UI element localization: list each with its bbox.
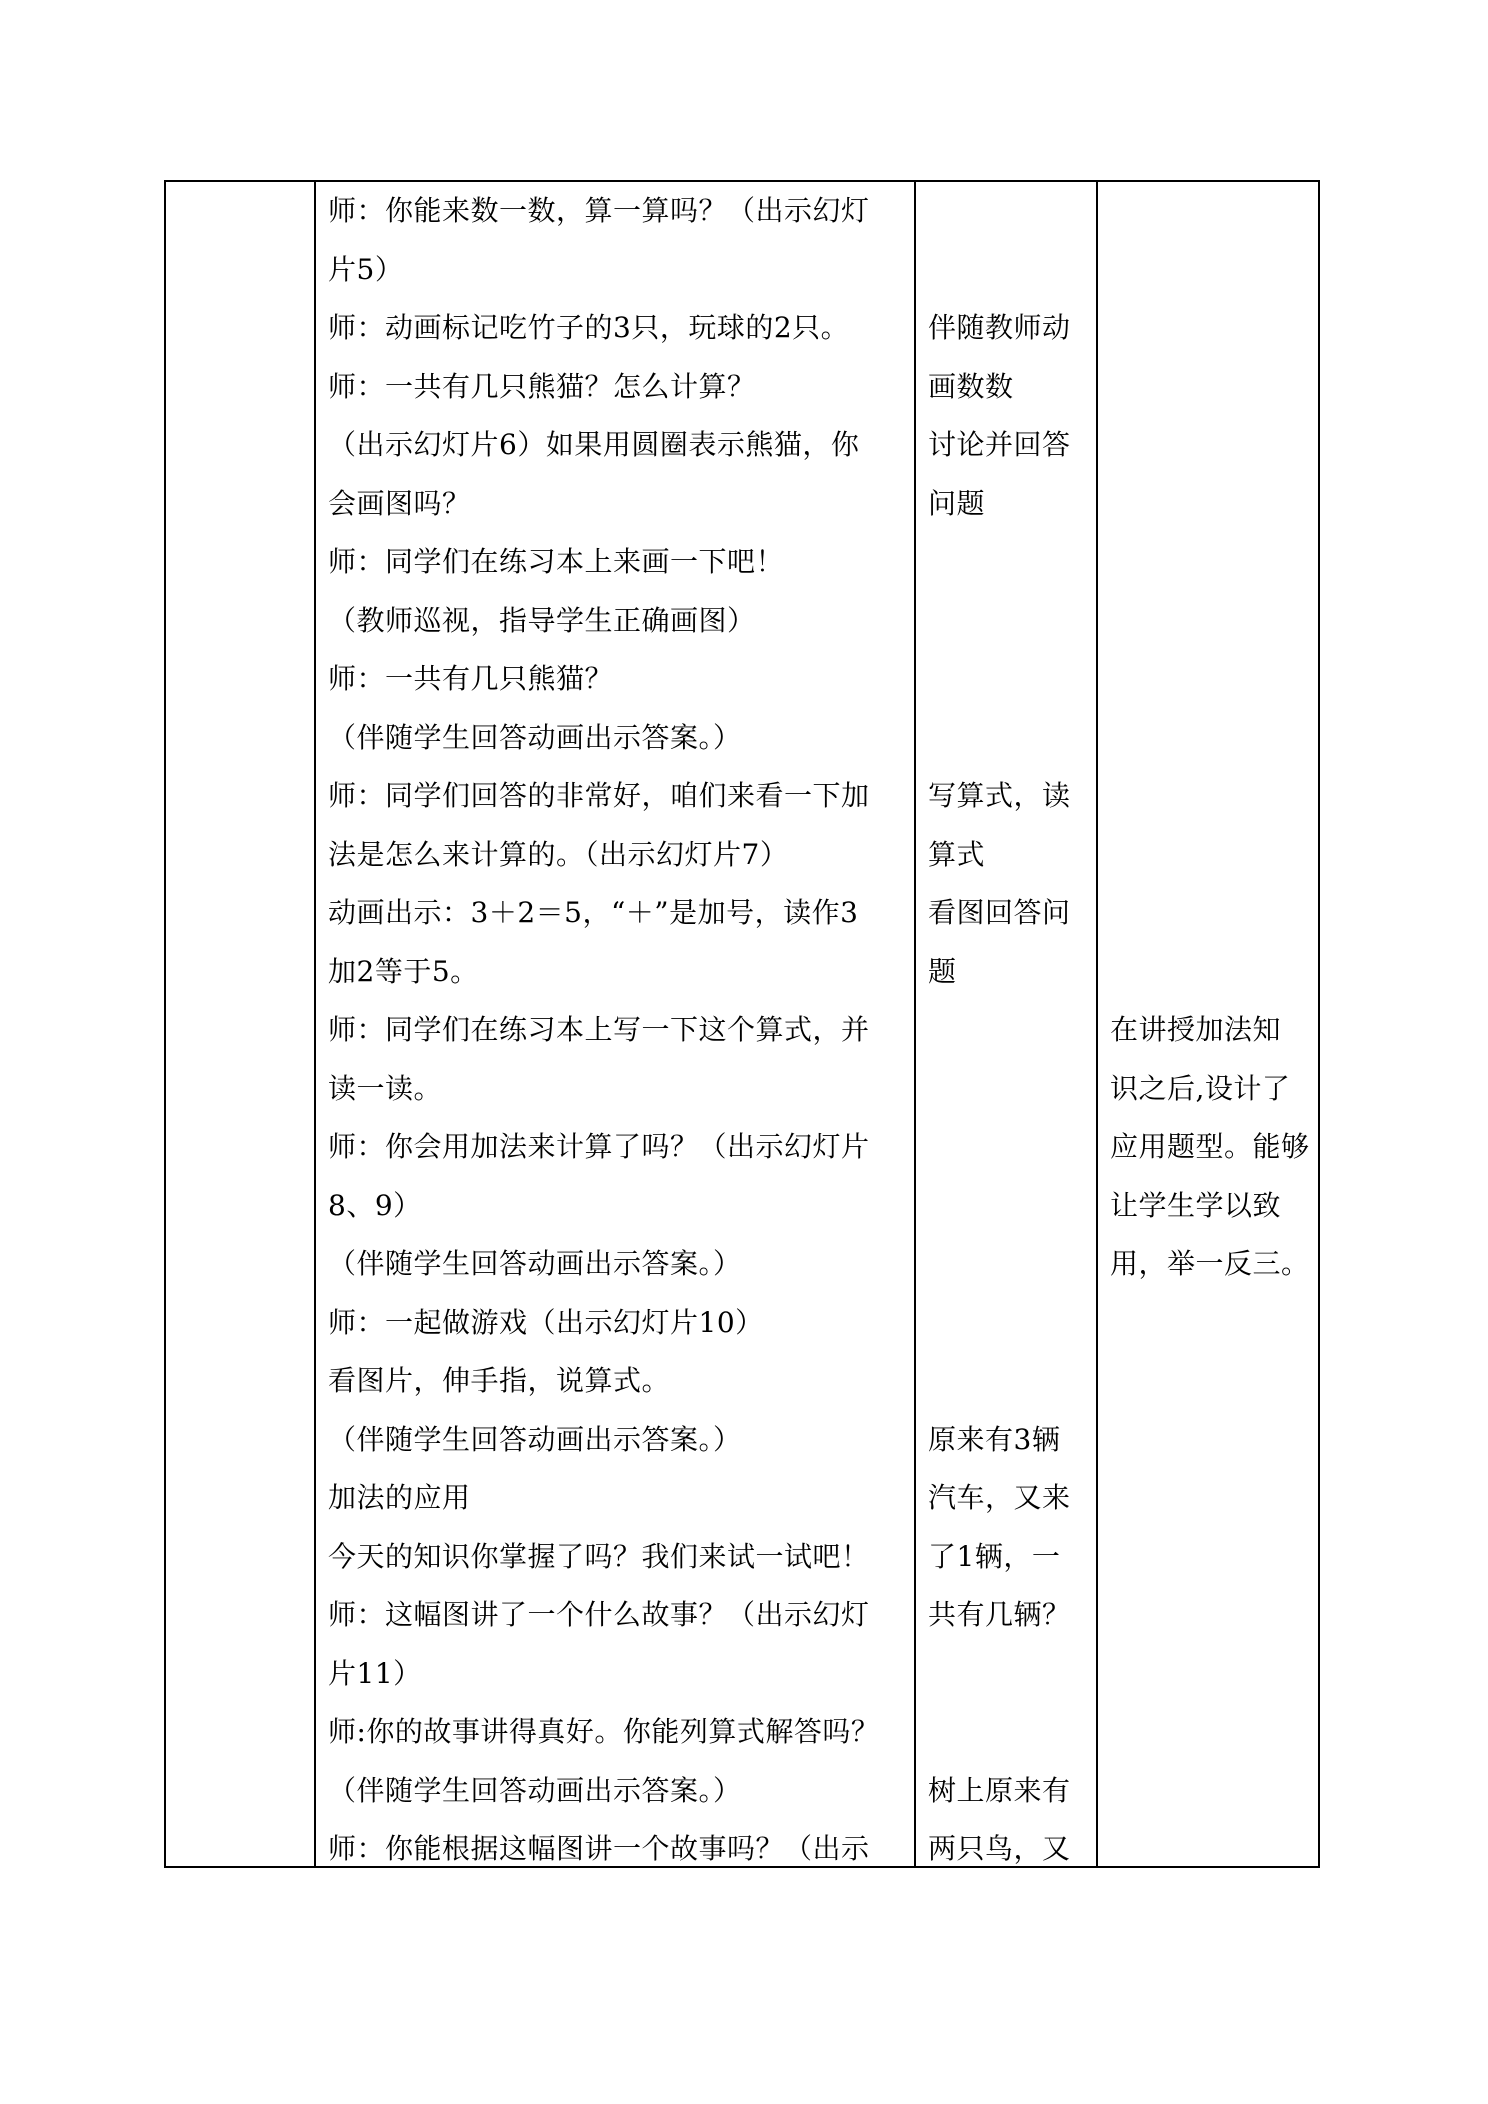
student-activity-line	[928, 1294, 1094, 1352]
teacher-activity-line: 师：同学们回答的非常好，咱们来看一下加	[328, 779, 870, 812]
student-activity-line	[928, 1352, 1094, 1410]
student-activity-line	[928, 1703, 1094, 1761]
design-intent-line: 用，举一反三。	[1110, 1247, 1310, 1280]
teacher-activity-line: 会画图吗？	[328, 486, 471, 520]
section-cell	[166, 182, 314, 1866]
teacher-activity-line: （教师巡视，指导学生正确画图）	[328, 603, 756, 637]
teacher-activity-line: 师：这幅图讲了一个什么故事？（出示幻灯	[328, 1598, 870, 1631]
design-intent-line: 让学生学以致	[1110, 1188, 1282, 1222]
student-activity-line	[928, 1177, 1094, 1235]
teacher-activity-line: 师：你会用加法来计算了吗？（出示幻灯片	[328, 1130, 870, 1163]
design-intent-line	[1110, 709, 1320, 767]
student-activity-line: 问题	[928, 486, 986, 520]
teacher-activity-line: 读一读。	[328, 1071, 443, 1105]
design-intent-line	[1110, 884, 1320, 942]
teacher-activity-line: 师：同学们在练习本上写一下这个算式，并	[328, 1013, 870, 1046]
student-activity-line: 汽车，又来	[928, 1481, 1071, 1514]
student-activity-line	[928, 1645, 1094, 1703]
teacher-activity-line: 看图片，伸手指，说算式。	[328, 1364, 671, 1397]
student-activity-line	[928, 533, 1094, 591]
teacher-activity-line: 加法的应用	[328, 1481, 471, 1514]
student-activity-line: 算式	[928, 837, 986, 871]
design-intent-cell	[1110, 182, 1320, 1866]
design-intent-line	[1110, 358, 1320, 416]
teacher-activity-line: （伴随学生回答动画出示答案。）	[328, 1422, 742, 1456]
teacher-activity-line: 师:你的故事讲得真好。你能列算式解答吗？	[328, 1715, 880, 1748]
teacher-activity-line: 法是怎么来计算的。（出示幻灯片7）	[328, 837, 789, 871]
design-intent-line	[1110, 182, 1320, 240]
student-activity-line: 了1辆，一	[928, 1539, 1061, 1573]
teacher-activity-line: 动画出示：3＋2＝5，“＋”是加号，读作3	[328, 896, 859, 929]
student-activity-line	[928, 182, 1094, 240]
design-intent-line: 识之后,设计了	[1110, 1071, 1291, 1105]
student-activity-line: 讨论并回答	[928, 428, 1071, 461]
teacher-activity-line: 师：你能来数一数，算一算吗？（出示幻灯	[328, 194, 870, 227]
student-activity-line	[928, 592, 1094, 650]
teacher-activity-line: 师：动画标记吃竹子的3只，玩球的2只。	[328, 311, 850, 344]
teacher-activity-line: 师：一起做游戏（出示幻灯片10）	[328, 1305, 764, 1339]
design-intent-line	[1110, 533, 1320, 591]
student-activity-line	[928, 709, 1094, 767]
design-intent-line	[1110, 943, 1320, 1001]
teacher-activity-line: 加2等于5。	[328, 954, 479, 988]
teacher-activity-line: 师：你能根据这幅图讲一个故事吗？（出示	[328, 1832, 870, 1865]
design-intent-line	[1110, 241, 1320, 299]
teacher-activity-line: 师：同学们在练习本上来画一下吧！	[328, 545, 785, 578]
design-intent-line: 在讲授加法知	[1110, 1013, 1282, 1046]
student-activity-line	[928, 1235, 1094, 1293]
student-activity-line	[928, 1118, 1094, 1176]
student-activity-line: 伴随教师动	[928, 311, 1071, 344]
student-activity-line: 写算式，读	[928, 779, 1071, 812]
student-activity-line	[928, 650, 1094, 708]
teacher-activity-line: 片5）	[328, 252, 404, 286]
design-intent-line	[1110, 592, 1320, 650]
teacher-activity-line: 今天的知识你掌握了吗？我们来试一试吧！	[328, 1539, 870, 1573]
student-activity-line	[928, 1060, 1094, 1118]
column-divider	[314, 182, 316, 1866]
teacher-activity-line: 师：一共有几只熊猫？	[328, 662, 614, 695]
design-intent-line	[1110, 767, 1320, 825]
student-activity-line	[928, 241, 1094, 299]
design-intent-line	[1110, 299, 1320, 357]
student-activity-line: 原来有3辆	[928, 1422, 1061, 1456]
teacher-activity-line: （伴随学生回答动画出示答案。）	[328, 720, 742, 754]
student-activity-line: 共有几辆？	[928, 1598, 1071, 1631]
teacher-activity-line: 师：一共有几只熊猫？怎么计算？	[328, 369, 756, 403]
student-activity-cell	[928, 182, 1094, 1866]
student-activity-line: 树上原来有	[928, 1773, 1071, 1807]
teacher-activity-line: 片11）	[328, 1656, 422, 1690]
lesson-table	[164, 180, 1320, 1868]
student-activity-line: 画数数	[928, 369, 1014, 403]
teacher-activity-cell	[328, 182, 912, 1866]
teacher-activity-line: （伴随学生回答动画出示答案。）	[328, 1773, 742, 1807]
design-intent-line	[1110, 826, 1320, 884]
design-intent-line: 应用题型。能够	[1110, 1130, 1310, 1163]
teacher-activity-line: （伴随学生回答动画出示答案。）	[328, 1247, 742, 1280]
student-activity-line: 题	[928, 954, 957, 988]
design-intent-line	[1110, 475, 1320, 533]
student-activity-line: 两只鸟，又	[928, 1832, 1071, 1865]
design-intent-line	[1110, 650, 1320, 708]
design-intent-line	[1110, 416, 1320, 474]
teacher-activity-line: 8、9）	[328, 1188, 422, 1222]
column-divider	[1096, 182, 1098, 1866]
teacher-activity-line: （出示幻灯片6）如果用圆圈表示熊猫，你	[328, 428, 860, 461]
student-activity-line	[928, 1001, 1094, 1059]
student-activity-line: 看图回答问	[928, 896, 1071, 929]
column-divider	[914, 182, 916, 1866]
